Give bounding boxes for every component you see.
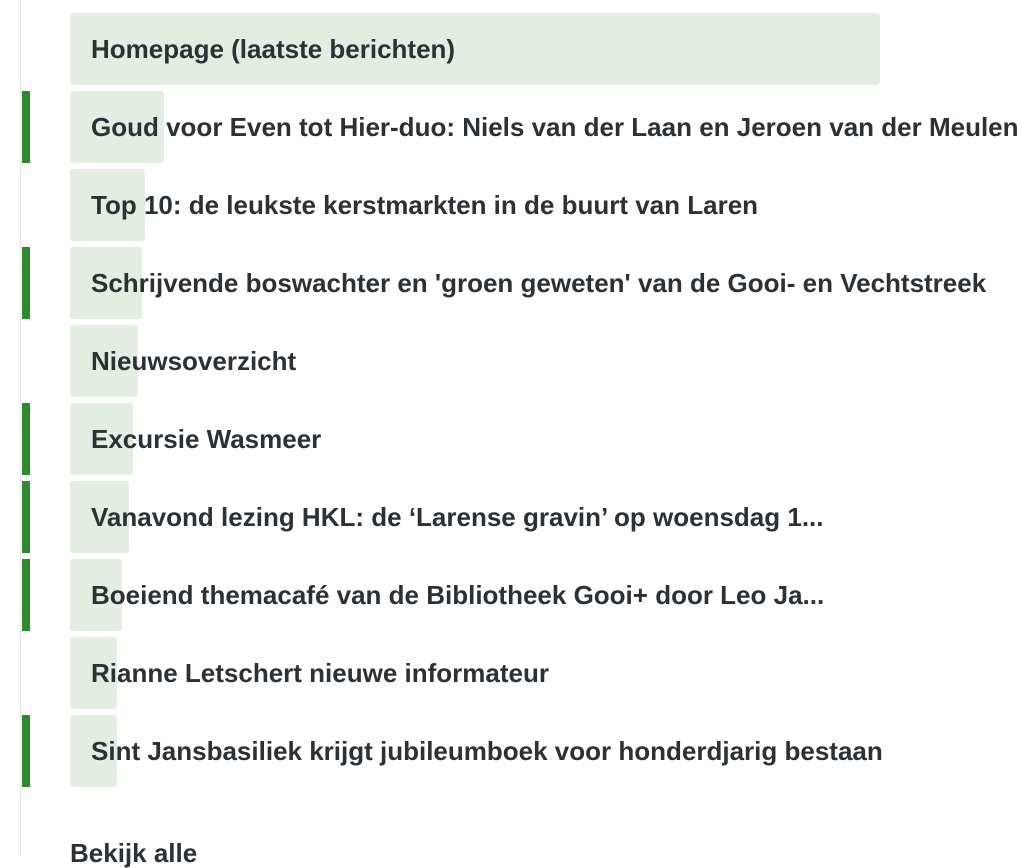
- list-item[interactable]: [0, 169, 974, 241]
- list-item-label: Nieuwsoverzicht: [91, 346, 297, 376]
- highlight-marker: [22, 247, 30, 319]
- list-item[interactable]: [0, 247, 987, 319]
- list-item-label: Excursie Wasmeer: [91, 424, 322, 454]
- list-item[interactable]: [0, 13, 974, 85]
- list-item-label: Schrijvende boswachter en 'groen geweten' van de Gooi- en Vechtstreek: [91, 268, 987, 298]
- list-item-label: Rianne Letschert nieuwe informateur: [91, 658, 549, 688]
- list-item-label: Top 10: de leukste kerstmarkten in de buurt van Laren: [91, 190, 759, 220]
- list-item[interactable]: [0, 559, 974, 631]
- list-item-label: Sint Jansbasiliek krijgt jubileumboek voor honderdjarig bestaan: [91, 736, 883, 766]
- list-item[interactable]: [0, 91, 1019, 163]
- list-item[interactable]: [0, 403, 974, 475]
- list-item[interactable]: [0, 637, 974, 709]
- highlight-marker: [22, 715, 30, 787]
- list-item[interactable]: [0, 481, 974, 553]
- list-item-label: Vanavond lezing HKL: de ‘Larense gravin’ op woensdag 1...: [91, 502, 824, 532]
- highlight-marker: [22, 559, 30, 631]
- view-all-link[interactable]: Bekijk alle: [70, 838, 198, 868]
- list-item-label: Boeiend themacafé van de Bibliotheek Gooi+ door Leo Ja...: [91, 580, 825, 610]
- highlight-marker: [22, 481, 30, 553]
- highlight-marker: [22, 91, 30, 163]
- list-item-label: Homepage (laatste berichten): [91, 34, 456, 64]
- list-item[interactable]: [0, 715, 974, 787]
- page-list: [0, 13, 1019, 793]
- list-item-label: Goud voor Even tot Hier-duo: Niels van der Laan en Jeroen van der Meulen: [91, 112, 1019, 142]
- highlight-marker: [22, 403, 30, 475]
- list-item[interactable]: [0, 325, 974, 397]
